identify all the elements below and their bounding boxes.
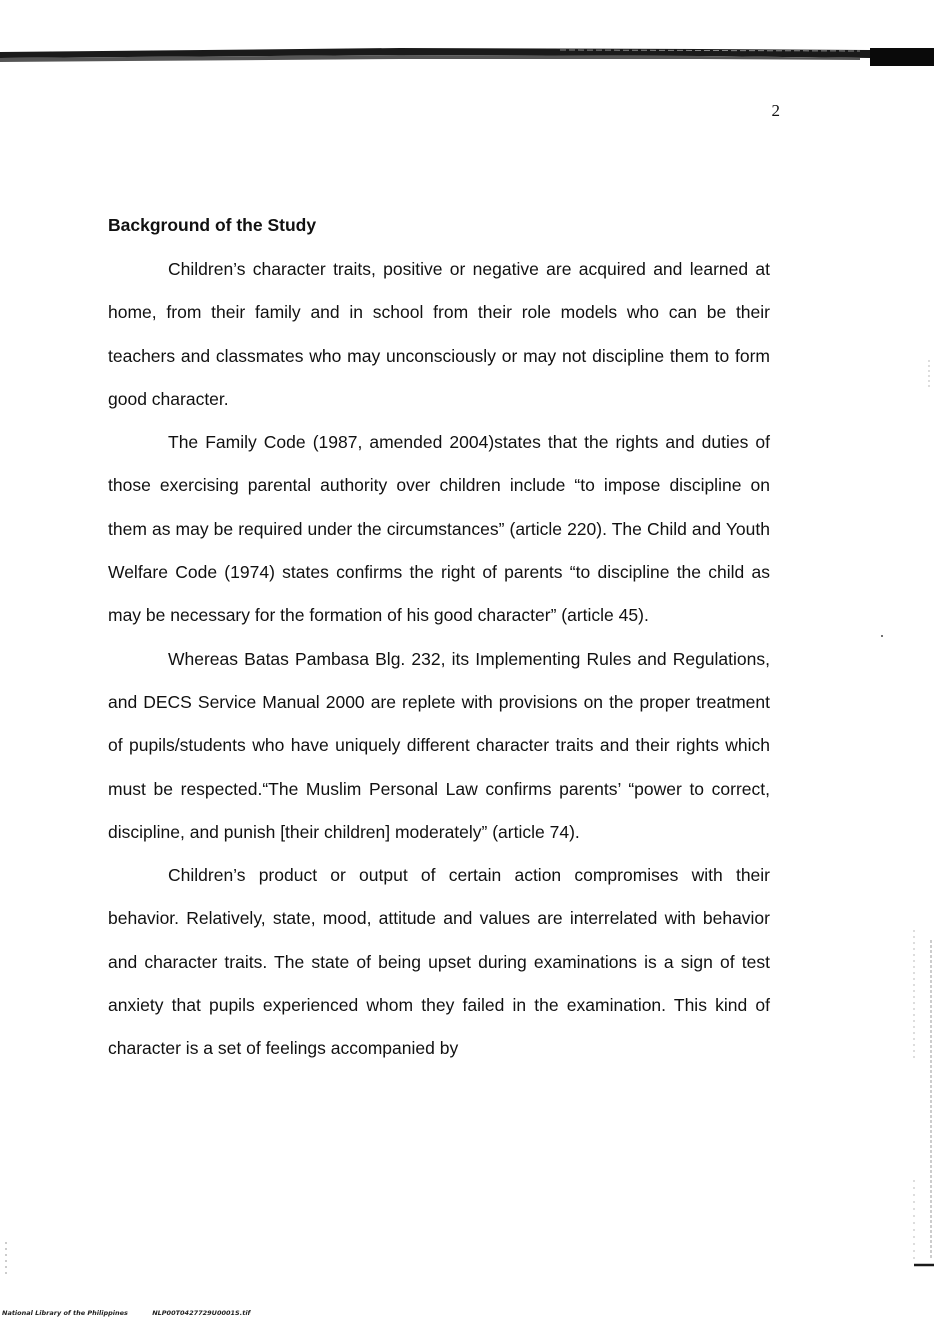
body-text bbox=[108, 248, 770, 1071]
footer-file-id: NLP00T0427729U0001S.tif bbox=[152, 1309, 251, 1317]
paragraph-2: The Family Code (1987, amended 2004)states that the rights and duties of those exercising parental authority over children include “to impose discipline on them as may be required under the circumstances” (article 220). The Child and Youth Welfare Code (1974) states confirms the right of parents “to discipline the child as may be necessary for the formation of his good character” (article 45). bbox=[108, 432, 770, 626]
paragraph-4: Children’s product or output of certain action compromises with their behavior. Relatively, state, mood, attitude and values are interrelated with behavior and character traits. The state of being upset during examinations is a sign of test anxiety that pupils experienced whom they failed in the examination. This kind of character is a set of feelings accompanied by bbox=[108, 865, 770, 1059]
footer-library-name: National Library of the Philippines bbox=[2, 1309, 128, 1317]
scan-specks-left bbox=[2, 1238, 12, 1278]
section-heading: Background of the Study bbox=[108, 215, 317, 235]
scan-edge-right bbox=[872, 60, 934, 1280]
paragraph-3: Whereas Batas Pambasa Blg. 232, its Implementing Rules and Regulations, and DECS Service Manual 2000 are replete with provisions on the proper treatment of pupils/students who have uniquely different character traits and their rights which must be respected.“The Muslim Personal Law confirms parents’ “power to correct, discipline, and punish [their children] moderately” (article 74). bbox=[108, 648, 770, 842]
scan-edge-top bbox=[0, 46, 934, 66]
scan-footer-stamp bbox=[2, 1309, 272, 1317]
page-number: 2 bbox=[771, 101, 780, 120]
paragraph-1: Children’s character traits, positive or negative are acquired and learned at home, from their family and in school from their role models who can be their teachers and classmates who may unconsciously or may not discipline them to form good character. bbox=[108, 259, 770, 409]
